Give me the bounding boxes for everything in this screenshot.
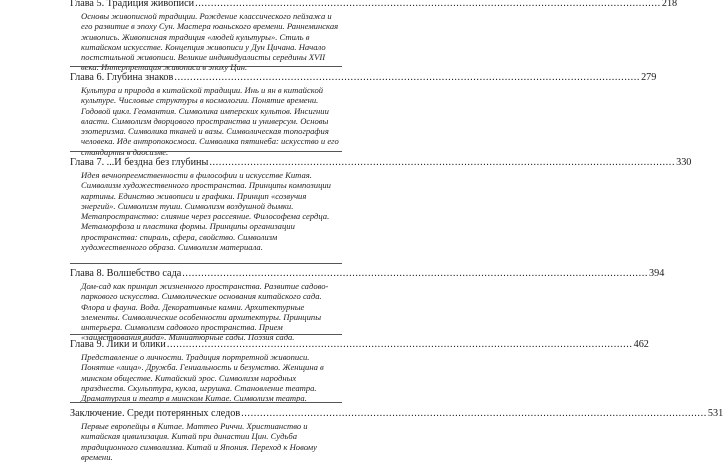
- chapter-title: Глава 9. Лики и блики: [70, 339, 166, 350]
- chapter-heading: [70, 0, 678, 10]
- chapter-page-number: 218: [661, 0, 678, 9]
- chapter-page-number: 462: [633, 339, 649, 350]
- chapter-description: Первые европейцы в Китае. Маттео Риччи. Христианство и китайская цивилизация. Китай при династии Цин. Судьба традиционного символизма. Китай и Япония. Переход к Новому времени.: [81, 421, 317, 462]
- chapter-title: Глава 8. Волшебство сада: [70, 268, 182, 279]
- chapter-page-number: 394: [649, 268, 665, 279]
- chapter-entry: [70, 157, 692, 253]
- chapter-title: Заключение. Среди потерянных следов: [70, 408, 241, 419]
- chapter-heading: [70, 157, 692, 169]
- chapter-title: Глава 7. ...И бездна без глубины: [70, 157, 209, 168]
- leader-dots: [209, 157, 675, 169]
- divider: [70, 66, 342, 67]
- chapter-title: Глава 5. Традиция живописи: [70, 0, 195, 9]
- chapter-page-number: 279: [641, 72, 657, 83]
- chapter-entry: [70, 72, 657, 157]
- leader-dots: [174, 72, 640, 84]
- leader-dots: [167, 339, 633, 351]
- chapter-title: Глава 6. Глубина знаков: [70, 72, 174, 83]
- divider: [70, 151, 342, 152]
- chapter-heading: [70, 72, 657, 84]
- divider: [70, 263, 342, 264]
- chapter-entry: [70, 0, 678, 73]
- chapter-description: Дом-сад как принцип жизненного пространства. Развитие садово-паркового искусства. Символические основания китайского сада. Флора и фауна. Вода. Декоративные камни. Архитектурные элементы. Символические особенности архитектуры. Принципы интерьера. Символизм садового пространства. Прием «заимствования вида». Миниатюрные сады. Поэзия сада.: [81, 281, 329, 343]
- divider: [70, 334, 342, 335]
- divider: [70, 402, 342, 403]
- chapter-entry: [70, 408, 723, 462]
- chapter-page-number: 330: [676, 157, 692, 168]
- chapter-description: Идея вечнопреемственности в философии и искусстве Китая. Символизм художественного пространства. Принципы композиции картины. Единство живописи и графики. Принцип «созвучия энергий». Символизм туши. Символизм воздушной дымки. Метапространство: слияние через рассеяние. Философема сердца. Метаморфоза и пластика формы. Принципы организации пространства: спираль, сфера, свойство. Символизм художественного образа. Символизм материала.: [81, 170, 331, 253]
- leader-dots: [195, 0, 661, 10]
- chapter-description: Представление о личности. Традиция портретной живописи. Понятие «лица». Дружба. Гениальность и безумство. Женщина в минском обществе. Китайский эрос. Символизм народных празднеств. Скульптура, кукла, игрушка. Становление театра. Драматургия и театр в минском Китае. Символизм театра.: [81, 352, 324, 404]
- chapter-entry: [70, 339, 649, 404]
- chapter-entry: [70, 268, 665, 343]
- chapter-description: Основы живописной традиции. Рождение классического пейзажа и его развитие в эпоху Сун. Мастера юаньского времени. Раннеминская живопись. Живописная традиция «людей культуры». Стиль в китайском искусстве. Концепция живописи у Дун Цичана. Начало постстильной живописи. Великие индивидуалисты середины XVII века. Интерпретация живописи в эпоху Цин.: [81, 11, 339, 73]
- chapter-description: Культура и природа в китайской традиции. Инь и ян в китайской культуре. Числовые структуры в космологии. Понятие времени. Годовой цикл. Геомантия. Символика имперских культов. Инсигнии власти. Символизм дворцового пространства и универсум. Основы эзотеризма. Символика тканей и вазы. Символическая топография человека. Иде антропокосмоса. Символика пятинеба: искусство и его стандарты в даосизме.: [81, 85, 339, 157]
- chapter-page-number: 531: [707, 408, 723, 419]
- chapter-heading: [70, 408, 723, 420]
- chapter-heading: [70, 339, 649, 351]
- leader-dots: [182, 268, 648, 280]
- chapter-heading: [70, 268, 665, 280]
- leader-dots: [241, 408, 707, 420]
